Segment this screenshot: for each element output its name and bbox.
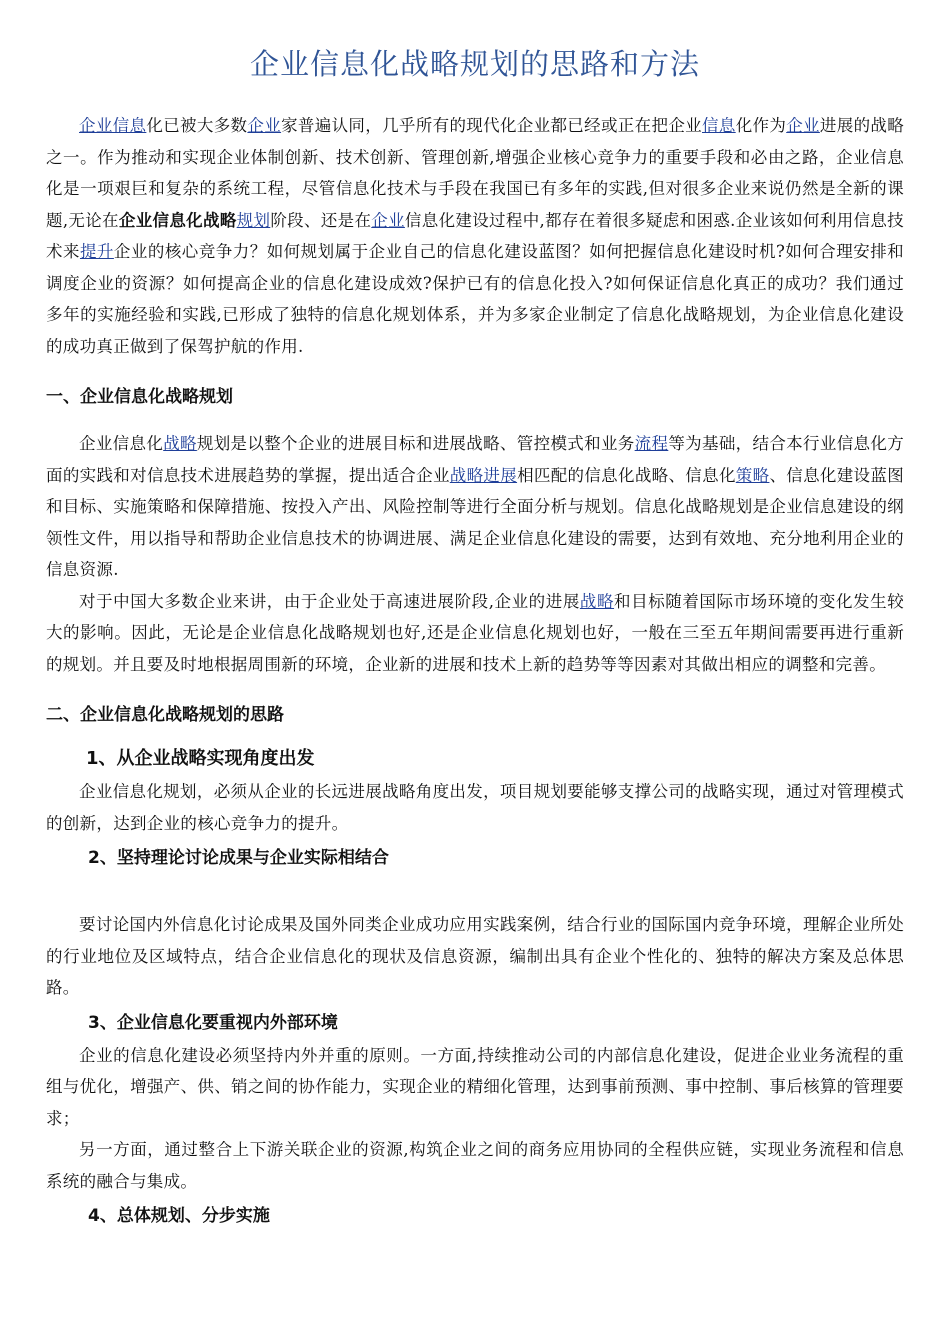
section-1-paragraph-2: 对于中国大多数企业来讲，由于企业处于高速进展阶段,企业的进展战略和目标随着国际市场环境的变化发生较大的影响。因此，无论是企业信息化战略规划也好,还是企业信息化规划也好，一般在三至五年期间需要再进行重新的规划。并且要及时地根据周围新的环境，企业新的进展和技术上新的趋势等等因素对其做出相应的调整和完善。 xyxy=(46,591,904,674)
subsection-2-paragraph: 要讨论国内外信息化讨论成果及国外同类企业成功应用实践案例，结合行业的国际国内竞争环境，理解企业所处的行业地位及区域特点，结合企业信息化的现状及信息资源，编制出具有企业个性化的、独特的解决方案及总体思路。 xyxy=(46,915,904,997)
link-process[interactable]: 流程 xyxy=(634,434,669,453)
link-strategy-2[interactable]: 战略 xyxy=(579,591,615,611)
section-1-heading: 一、企业信息化战略规划 xyxy=(46,387,233,407)
subsection-3-heading: 3、企业信息化要重视内外部环境 xyxy=(88,1012,338,1033)
subsection-3-paragraph-2: 另一方面，通过整合上下游关联企业的资源,构筑企业之间的商务应用协同的全程供应链，实现业务流程和信息系统的融合与集成。 xyxy=(46,1140,904,1191)
link-enterprise-3[interactable]: 企业 xyxy=(371,210,405,230)
intro-paragraph: 企业信息化已被大多数企业家普遍认同，几乎所有的现代化企业都已经或正在把企业信息化作为企业进展的战略之一。作为推动和实现企业体制创新、技术创新、管理创新,增强企业核心竞争力的重要手段和必由之路，企业信息化是一项艰巨和复杂的系统工程，尽管信息化技术与手段在我国已有多年的实践,但对很多企业来说仍然是全新的课题,无论在企业信息化战略规划阶段、还是在企业信息化建设过程中,都存在着很多疑虑和困惑.企业该如何利用信息技术来提升企业的核心竞争力？如何规划属于企业自己的信息化建设蓝图？如何把握信息化建设时机?如何合理安排和调度企业的资源？如何提高企业的信息化建设成效?保护已有的信息化投入?如何保证信息化真正的成功？我们通过多年的实施经验和实践,已形成了独特的信息化规划体系，并为多家企业制定了信息化战略规划，为企业信息化建设的成功真正做到了保驾护航的作用. xyxy=(46,116,905,356)
link-enterprise[interactable]: 企业 xyxy=(247,116,282,135)
link-enterprise-2[interactable]: 企业 xyxy=(786,116,820,135)
bold-phrase: 企业信息化战略 xyxy=(118,210,237,230)
link-strategy-progress[interactable]: 战略进展 xyxy=(449,465,518,485)
blank-line xyxy=(46,875,904,909)
page-title: 企业信息化战略规划的思路和方法 xyxy=(249,47,700,81)
link-improve[interactable]: 提升 xyxy=(79,242,114,261)
link-info[interactable]: 信息 xyxy=(702,116,736,135)
subsection-3-paragraph-1: 企业的信息化建设必须坚持内外并重的原则。一方面,持续推动公司的内部信息化建设，促进企业业务流程的重组与优化，增强产、供、销之间的协作能力，实现企业的精细化管理，达到事前预测、事中控制、事后核算的管理要求； xyxy=(46,1045,904,1128)
link-enterprise-info[interactable]: 企业信息 xyxy=(79,116,147,135)
subsection-1-heading: 1、从企业战略实现角度出发 xyxy=(86,748,315,769)
link-tactics[interactable]: 策略 xyxy=(735,465,770,485)
link-strategy[interactable]: 战略 xyxy=(163,434,197,453)
section-1-paragraph-1: 企业信息化战略规划是以整个企业的进展目标和进展战略、管控模式和业务流程等为基础，结合本行业信息化方面的实践和对信息技术进展趋势的掌握，提出适合企业战略进展相匹配的信息化战略、信息化策略、信息化建设蓝图和目标、实施策略和保障措施、按投入产出、风险控制等进行全面分析与规划。信息化战略规划是企业信息建设的纲领性文件，用以指导和帮助企业信息技术的协调进展、满足企业信息化建设的需要，达到有效地、充分地利用企业的信息资源. xyxy=(46,434,905,579)
section-2-heading: 二、企业信息化战略规划的思路 xyxy=(46,705,284,725)
subsection-4-heading: 4、总体规划、分步实施 xyxy=(88,1206,270,1226)
subsection-2-heading: 2、坚持理论讨论成果与企业实际相结合 xyxy=(88,848,389,868)
subsection-1-paragraph: 企业信息化规划，必须从企业的长远进展战略角度出发，项目规划要能够支撑公司的战略实现，通过对管理模式的创新，达到企业的核心竞争力的提升。 xyxy=(46,782,904,833)
link-planning[interactable]: 规划 xyxy=(236,210,271,230)
